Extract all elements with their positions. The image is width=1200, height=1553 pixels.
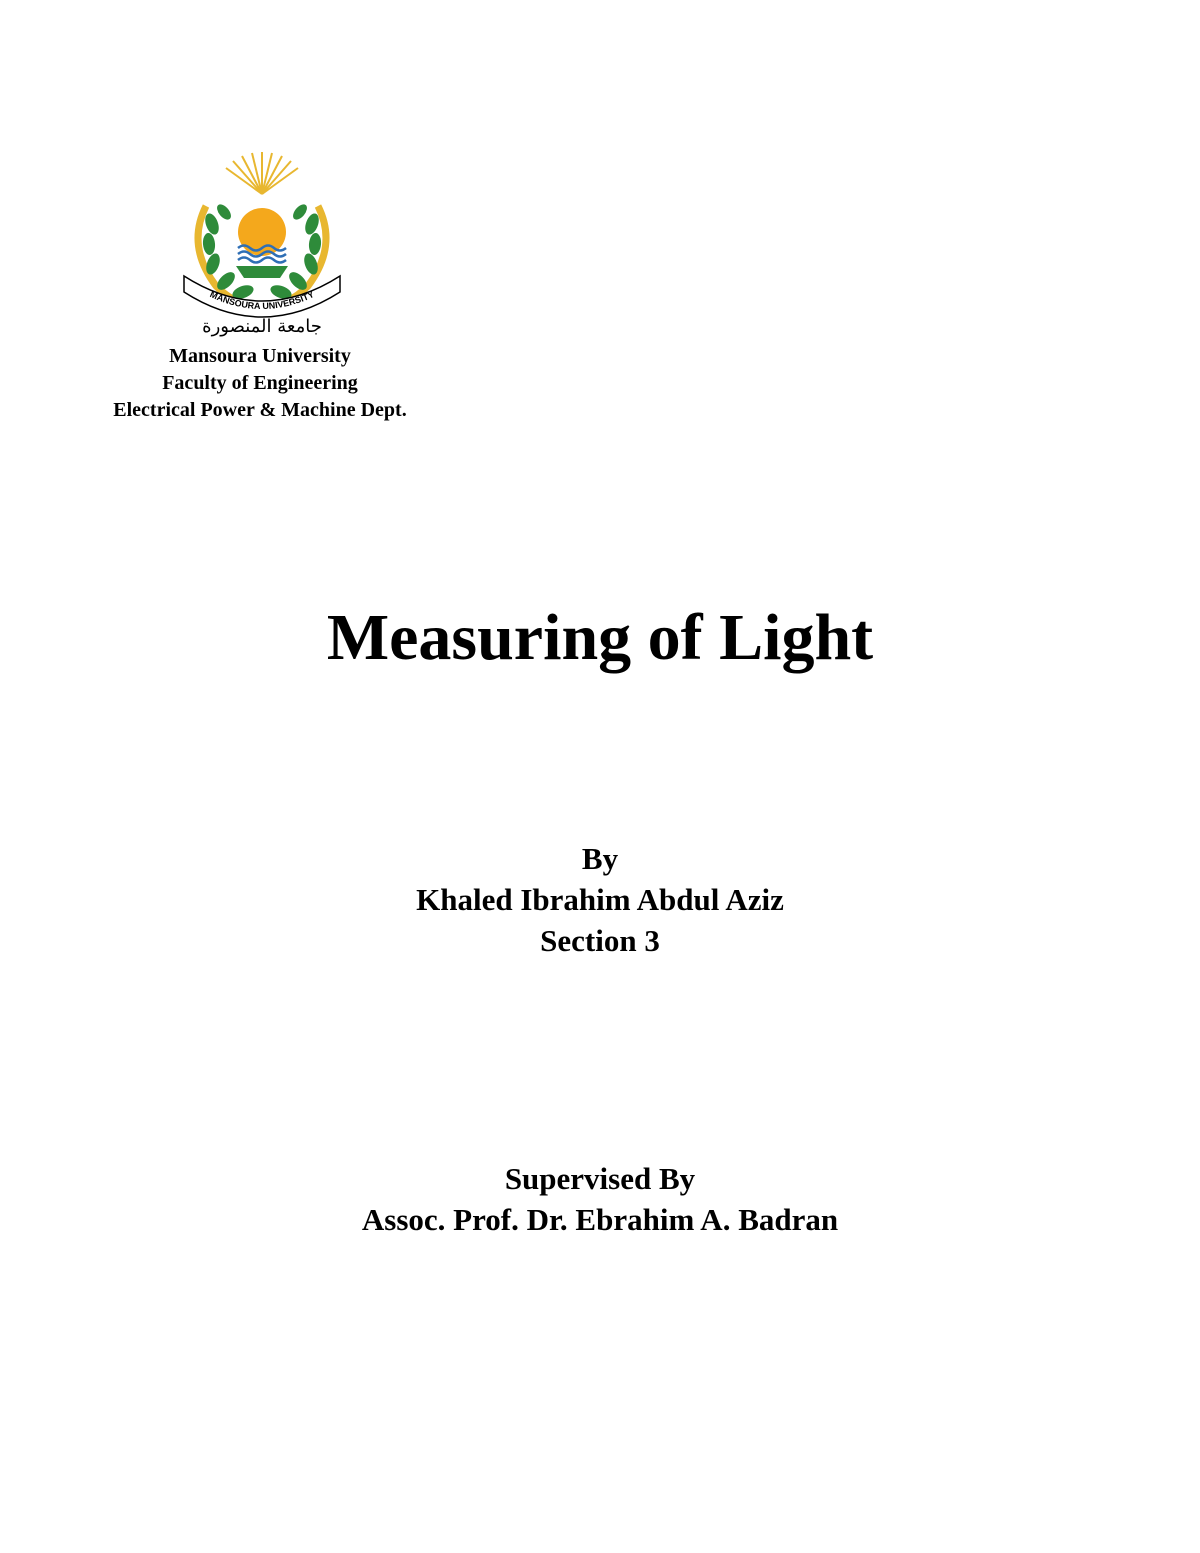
author-name: Khaled Ibrahim Abdul Aziz — [416, 882, 784, 917]
department-name: Electrical Power & Machine Dept. — [113, 399, 407, 421]
author-block — [0, 838, 1200, 961]
university-logo — [176, 146, 348, 338]
mansoura-university-logo-icon — [176, 146, 348, 338]
page-title: Measuring of Light — [326, 601, 874, 674]
supervisor-name: Assoc. Prof. Dr. Ebrahim A. Badran — [361, 1202, 839, 1237]
faculty-name: Faculty of Engineering — [162, 372, 358, 394]
by-label: By — [581, 841, 619, 876]
supervisor-block — [0, 1158, 1200, 1240]
university-name: Mansoura University — [169, 345, 351, 367]
logo-banner-text: MANSOURA UNIVERSITY — [208, 289, 316, 312]
logo-arabic-text: جامعة المنصورة — [202, 316, 322, 337]
author-section: Section 3 — [540, 923, 660, 958]
institution-block — [60, 343, 460, 424]
supervised-by-label: Supervised By — [504, 1161, 696, 1196]
